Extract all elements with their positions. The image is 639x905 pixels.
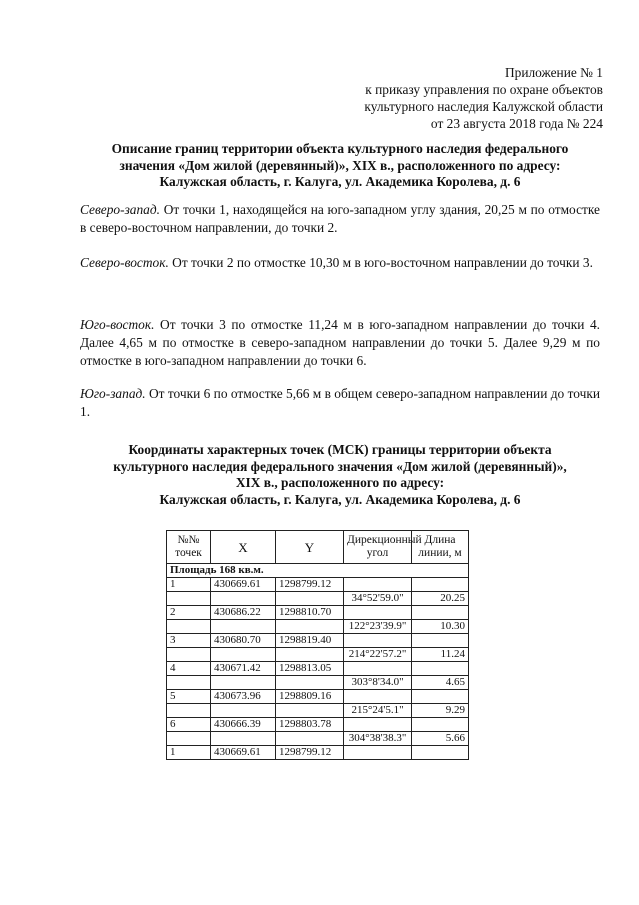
header-x: X: [211, 531, 276, 564]
empty-cell: [211, 592, 276, 606]
empty-cell: [211, 648, 276, 662]
angle-cell: 214°22'57.2": [344, 648, 412, 662]
table-row: [167, 676, 469, 690]
y-cell: 1298799.12: [276, 746, 344, 760]
empty-cell: [344, 718, 412, 732]
empty-cell: [412, 718, 469, 732]
empty-cell: [276, 676, 344, 690]
table-row: [167, 746, 469, 760]
coordinates-title: [70, 442, 610, 508]
y-cell: 1298799.12: [276, 578, 344, 592]
angle-cell: 122°23'39.9": [344, 620, 412, 634]
boundary-paragraph: [80, 316, 600, 370]
empty-cell: [344, 690, 412, 704]
empty-cell: [412, 578, 469, 592]
empty-cell: [276, 592, 344, 606]
x-cell: 430686.22: [211, 606, 276, 620]
empty-cell: [167, 648, 211, 662]
empty-cell: [211, 732, 276, 746]
table-row: [167, 634, 469, 648]
length-cell: 10.30: [412, 620, 469, 634]
table-row: [167, 648, 469, 662]
empty-cell: [412, 662, 469, 676]
length-cell: 11.24: [412, 648, 469, 662]
title-line: значения «Дом жилой (деревянный)», XIX в., расположенного по адресу:: [119, 157, 561, 173]
empty-cell: [344, 662, 412, 676]
table-row: [167, 578, 469, 592]
y-cell: 1298810.70: [276, 606, 344, 620]
empty-cell: [412, 690, 469, 704]
empty-cell: [412, 746, 469, 760]
boundary-paragraph: [80, 201, 600, 237]
empty-cell: [412, 606, 469, 620]
title-line: Координаты характерных точек (МСК) границы территории объекта: [128, 442, 552, 457]
paragraph-text: От точки 3 по отмостке 11,24 м в юго-западном направлении до точки 4. Далее 4,65 м по отмостке в северо-западном направлении до точки 5. Далее 9,29 м по отмостке в юго-западном направлении до точки 6.: [80, 317, 600, 368]
area-cell: Площадь 168 кв.м.: [167, 564, 469, 578]
paragraph-text: От точки 2 по отмостке 10,30 м в юго-восточном направлении до точки 3.: [168, 255, 593, 270]
empty-cell: [344, 606, 412, 620]
empty-cell: [276, 732, 344, 746]
direction-label: Северо-восток.: [80, 255, 169, 270]
title-line: XIX в., расположенного по адресу:: [235, 475, 445, 490]
length-cell: 9.29: [412, 704, 469, 718]
x-cell: 430669.61: [211, 578, 276, 592]
coordinates-table: [166, 530, 469, 760]
empty-cell: [211, 676, 276, 690]
point-number-cell: 2: [167, 606, 211, 620]
header-point-number: №№ точек: [167, 531, 211, 564]
empty-cell: [276, 620, 344, 634]
boundary-paragraph: [80, 254, 600, 272]
y-cell: 1298803.78: [276, 718, 344, 732]
table-header-row: [167, 531, 469, 564]
table-row: [167, 718, 469, 732]
x-cell: 430680.70: [211, 634, 276, 648]
appendix-line: от 23 августа 2018 года № 224: [430, 116, 603, 131]
point-number-cell: 1: [167, 746, 211, 760]
direction-label: Северо-запад.: [80, 202, 161, 217]
angle-cell: 304°38'38.3": [344, 732, 412, 746]
boundary-paragraph: [80, 385, 600, 421]
empty-cell: [344, 578, 412, 592]
header-y: Y: [276, 531, 344, 564]
table-row: [167, 690, 469, 704]
header-length: Длина линии, м: [412, 531, 469, 564]
area-row: [167, 564, 469, 578]
length-cell: 5.66: [412, 732, 469, 746]
title-line: культурного наследия федерального значения «Дом жилой (деревянный)»,: [113, 458, 567, 474]
empty-cell: [276, 648, 344, 662]
empty-cell: [412, 634, 469, 648]
table-body: [167, 564, 469, 760]
paragraph-text: От точки 6 по отмостке 5,66 м в общем северо-западном направлении до точки 1.: [80, 386, 601, 419]
x-cell: 430671.42: [211, 662, 276, 676]
x-cell: 430669.61: [211, 746, 276, 760]
boundaries-title: [70, 141, 610, 191]
y-cell: 1298819.40: [276, 634, 344, 648]
y-cell: 1298813.05: [276, 662, 344, 676]
angle-cell: 303°8'34.0": [344, 676, 412, 690]
appendix-line: к приказу управления по охране объектов: [365, 82, 603, 97]
table-row: [167, 606, 469, 620]
point-number-cell: 5: [167, 690, 211, 704]
table-row: [167, 704, 469, 718]
empty-cell: [344, 634, 412, 648]
title-line: Описание границ территории объекта культурного наследия федерального: [111, 141, 569, 156]
point-number-cell: 1: [167, 578, 211, 592]
angle-cell: 215°24'5.1": [344, 704, 412, 718]
paragraph-text: От точки 1, находящейся на юго-западном углу здания, 20,25 м по отмостке в северо-восточном направлении, до точки 2.: [80, 202, 600, 235]
title-line: Калужская область, г. Калуга, ул. Академика Королева, д. 6: [159, 174, 521, 189]
appendix-header: [273, 64, 603, 132]
title-line: Калужская область, г. Калуга, ул. Академика Королева, д. 6: [159, 491, 521, 507]
direction-label: Юго-восток.: [80, 317, 155, 332]
table-row: [167, 620, 469, 634]
point-number-cell: 6: [167, 718, 211, 732]
empty-cell: [167, 732, 211, 746]
table-row: [167, 662, 469, 676]
table-row: [167, 592, 469, 606]
header-angle: Дирекционный угол: [344, 531, 412, 564]
empty-cell: [167, 620, 211, 634]
length-cell: 4.65: [412, 676, 469, 690]
appendix-line: Приложение № 1: [504, 65, 603, 80]
table-row: [167, 732, 469, 746]
empty-cell: [211, 704, 276, 718]
angle-cell: 34°52'59.0": [344, 592, 412, 606]
empty-cell: [344, 746, 412, 760]
empty-cell: [167, 592, 211, 606]
x-cell: 430666.39: [211, 718, 276, 732]
appendix-line: культурного наследия Калужской области: [364, 99, 603, 114]
empty-cell: [167, 704, 211, 718]
point-number-cell: 3: [167, 634, 211, 648]
empty-cell: [211, 620, 276, 634]
empty-cell: [276, 704, 344, 718]
point-number-cell: 4: [167, 662, 211, 676]
empty-cell: [167, 676, 211, 690]
length-cell: 20.25: [412, 592, 469, 606]
direction-label: Юго-запад.: [80, 386, 146, 401]
x-cell: 430673.96: [211, 690, 276, 704]
y-cell: 1298809.16: [276, 690, 344, 704]
